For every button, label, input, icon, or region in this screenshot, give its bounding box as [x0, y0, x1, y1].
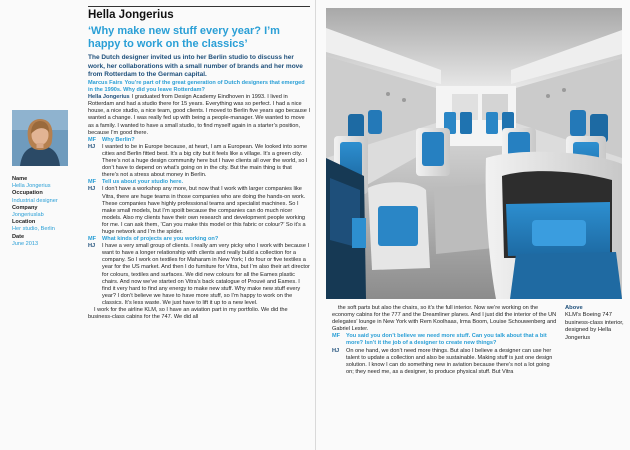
sidebar-label: Occupation: [12, 190, 43, 197]
speaker-initials: MF: [88, 179, 97, 186]
answer-text: On one hand, we don’t need more things. But also I believe a designer can use her talent to update a collection and also be sustainable. Making stuff is just one design solution. I know I can do something new in aviation because there’s not a lot going on; they need me, as a designer, to produce physical stuff. But Vitra: [346, 347, 553, 375]
question-text: Why Berlin?: [102, 136, 135, 143]
question-text: You’re part of the great generation of Dutch designers that emerged in the 1990s. Why did you leave Rotterdam?: [88, 80, 305, 94]
speaker-initials: HJ: [332, 347, 340, 354]
speaker-initials: MF: [332, 333, 341, 340]
question-text: You said you don’t believe we need more stuff. Can you talk about that a bit more? Isn’t it the job of a designer to create new things?: [346, 333, 547, 347]
interview-column-right: [332, 305, 558, 376]
airplane-cabin-photo-icon: [326, 8, 622, 299]
speaker-initials: MF: [88, 236, 97, 243]
photo-caption: [565, 305, 625, 342]
question-row: [88, 236, 310, 243]
sidebar-value: Industrial designer: [12, 197, 58, 204]
caption-label: Above: [565, 305, 583, 311]
sidebar-label: Date: [12, 233, 25, 240]
sidebar-label: Location: [12, 219, 36, 226]
header-rule: [88, 6, 310, 7]
headline: ‘Why make new stuff every year? I’m happy to work on the classics’: [88, 25, 280, 50]
answer-row: [88, 243, 310, 307]
answer-row: [88, 144, 310, 179]
sidebar-value: Hella Jongerius: [12, 183, 51, 190]
sidebar-value: June 2013: [12, 240, 39, 247]
paragraph: the soft parts but also the chairs, so it’s the full interior. Now we’re working on the economy cabins for the 777 and the Dreamliner planes. And I just did the interior of the UN delegates’ lounge in New York with Rem Koolhaas, Irma Boom, Louise Schouwenberg and Gabriel Lester.: [332, 305, 557, 333]
question-row: [88, 137, 310, 144]
standfirst: The Dutch designer invited us into her Berlin studio to discuss her work, her collaborations with a small number of brands and her move from Rotterdam to the German capital.: [88, 54, 303, 79]
answer-text: I graduated from Design Academy Eindhoven in 1993. I lived in Rotterdam and had a studio there for 15 years. Everything was so perfect. I had a nice house, a nice studio, a nice team, good clients. I moved to Berlin five years ago because I wanted a change. I was really fed up with being a people-manager. We wanted to move as a family. I wanted to have a small studio, to find myself again in a starter’s position, because I’m good there.: [88, 94, 311, 136]
answer-row: [88, 94, 310, 137]
cabin-illustration: [326, 8, 622, 299]
sidebar-value: Jongeriuslab: [12, 212, 44, 219]
answer-text: I don’t have a workshop any more, but now that I work with larger companies like Vitra, there are huge teams in those companies who are doing the hands-on work. These companies have highly professional teams and specialist machines. So I make small models, but I’m spoilt because the companies can do much nicer models. Also my clients have their own research and development people working for me. I can ask them, ‘Can you make this model or this fabric or colour?’ So it’s a huge network and I’m the spider.: [102, 186, 306, 235]
caption-text: KLM’s Boeing 747 business-class interior, designed by Hella Jongerius: [565, 312, 624, 341]
answer-row: [332, 348, 558, 376]
portrait-photo-icon: [12, 110, 68, 166]
speaker-initials: MF: [88, 136, 97, 143]
portrait-illustration: [12, 110, 68, 166]
question-row: [88, 179, 310, 186]
interview-column-left: [88, 80, 310, 321]
paragraph: I work for the airline KLM, so I have an aviation part in my portfolio. We did the business-class cabins for the 747. We did all: [88, 307, 288, 321]
question-text: What kinds of projects are you working on?: [102, 236, 219, 243]
answer-text: I have a very small group of clients. I really am very picky who I work with because I want to have a longer relationship with clients and really build a collection for a company. So I work on textiles for Maharam in New York; I do four or five textiles a year for the US market. And then I do furniture for Vitra, but I’m also their art director for colours, textiles and surfaces. We did new colours for all the Eames plastic chairs. And now we’ve started on Vitra’s back catalogue of Prouvé and Eames. I find it very hard to find any energy to make new stuff. Why make new stuff every year? I don’t believe we have to have more stuff, so I’m happy to work on the classics. It’s less waste. We just have to lift it up to a new level.: [102, 243, 310, 306]
speaker-initials: Marcus Fairs: [88, 80, 123, 86]
sidebar-value: Her studio, Berlin: [12, 226, 55, 233]
speaker-initials: Hella Jongerius: [88, 94, 130, 101]
interviewee-name: Hella Jongerius: [88, 9, 174, 21]
page-gutter: [315, 0, 316, 450]
sidebar-label: Company: [12, 204, 38, 211]
speaker-initials: HJ: [88, 143, 96, 150]
question-row: [88, 80, 310, 94]
sidebar-label: Name: [12, 176, 28, 182]
answer-row: [88, 186, 310, 236]
speaker-initials: HJ: [88, 243, 96, 250]
answer-text: I wanted to be in Europe because, at heart, I am a European. We looked into some cities and Berlin fitted best. It’s a big city but it feels like a village. It’s a green city. There’s not a huge design community here but I have clients all over the world, so I don’t have to depend on what’s going on in the city. But the main thing is that there’s not a stress about money in Berlin.: [102, 143, 308, 179]
sidebar-facts: [12, 176, 82, 248]
question-text: Tell us about your studio here.: [102, 179, 184, 186]
speaker-initials: HJ: [88, 186, 96, 193]
question-row: [332, 333, 558, 347]
